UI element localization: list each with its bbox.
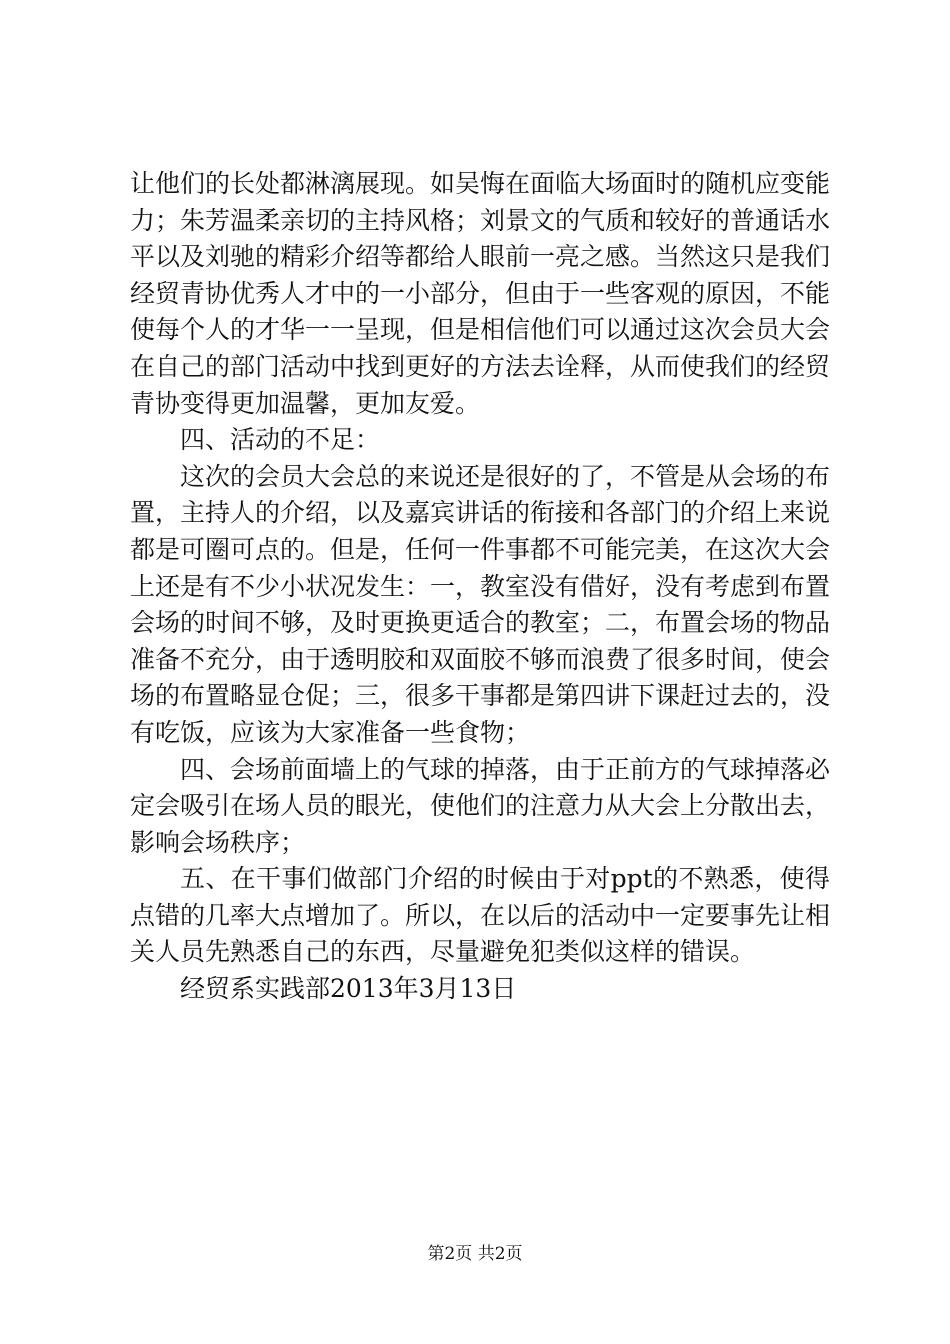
page-number-footer: 第2页 共2页	[427, 1244, 523, 1264]
body-paragraph-2: 这次的会员大会总的来说还是很好的了，不管是从会场的布置，主持人的介绍，以及嘉宾讲话的衔接和各部门的介绍上来说都是可圈可点的。但是，任何一件事都不可能完美，在这次大会上还是有不少小状况发生：一，教室没有借好，没有考虑到布置会场的时间不够，及时更换更适合的教室；二，布置会场的物品准备不充分，由于透明胶和双面胶不够而浪费了很多时间，使会场的布置略显仓促；三，很多干事都是第四讲下课赶过去的，没有吃饭，应该为大家准备一些食物；	[130, 461, 831, 747]
document-body	[130, 166, 830, 1008]
body-paragraph-1: 让他们的长处都淋漓展现。如吴悔在面临大场面时的随机应变能力；朱芳温柔亲切的主持风格；刘景文的气质和较好的普通话水平以及刘驰的精彩介绍等都给人眼前一亮之感。当然这只是我们经贸青协优秀人才中的一小部分，但由于一些客观的原因，不能使每个人的才华一一呈现，但是相信他们可以通过这次会员大会在自己的部门活动中找到更好的方法去诠释，从而使我们的经贸青协变得更加温馨，更加友爱。	[130, 169, 831, 418]
section-heading-shortcomings: 四、活动的不足：	[180, 425, 381, 455]
body-paragraph-4: 五、在干事们做部门介绍的时候由于对ppt的不熟悉，使得点错的几率大点增加了。所以，在以后的活动中一定要事先让相关人员先熟悉自己的东西，尽量避免犯类似这样的错误。	[130, 864, 831, 967]
body-paragraph-3: 四、会场前面墙上的气球的掉落，由于正前方的气球掉落必定会吸引在场人员的眼光，使他们的注意力从大会上分散出去，影响会场秩序；	[130, 754, 831, 857]
signature-date: 经贸系实践部2013年3月13日	[180, 974, 517, 1004]
